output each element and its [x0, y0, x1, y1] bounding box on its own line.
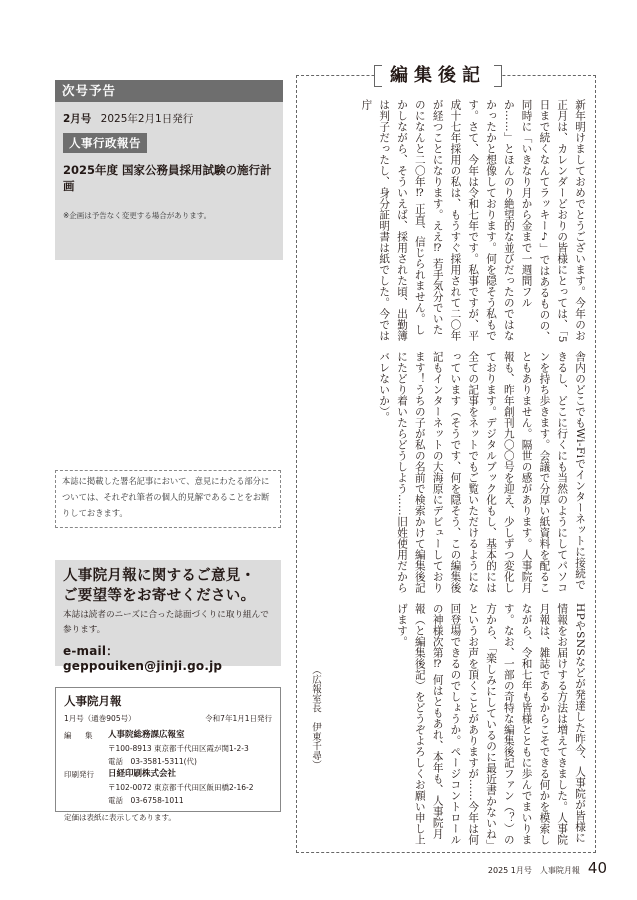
feedback-box — [55, 560, 281, 673]
colophon-editor-address: 〒100-8913 東京都千代田区霞が関1-2-3 — [108, 744, 249, 753]
preview-badge: 人事行政報告 — [63, 133, 147, 153]
colophon-issue: 1月号（通巻905号） — [64, 714, 136, 723]
footer-magazine: 人事院月報 — [539, 866, 580, 875]
preview-issue-date: 2025年2月1日発行 — [100, 113, 194, 125]
editorial-paragraph-top: 新年明けましておめでとうございます。今年のお正月は、カレンダーどおりの皆様にとっては、「5日まで続くなんてラッキー♪」ではあるものの、同時に「いきなり月から金まで一週間フル か……」とほんのり絶望的な並びだったのではなかったかと想像しております。何を隠そう私もです。さて、今年は令和七年です。私事ですが、平成十七年採用の私は、もうすぐ採用されて二〇年が経つことになります。ええ⁉ 若手気分でいたのになんと二〇年⁉ 正直、信じられません。しかしながら、そういえば、採用された頃、出勤簿は判子だったし、身分証明書は紙でした。今では庁 — [360, 99, 586, 343]
editorial-signature: （広報室長 伊東千尋） — [310, 665, 321, 770]
colophon-magazine-name: 人事院月報 — [64, 694, 122, 708]
colophon-details — [64, 730, 272, 806]
colophon-editor-name: 人事院総務課広報室 — [108, 730, 185, 740]
colophon-price: 定価は表紙に表示してあります。 — [64, 813, 176, 822]
feedback-email-link[interactable]: e-mail：geppouiken@jinji.go.jp — [63, 644, 223, 673]
editorial-title: 編集後記 — [382, 65, 494, 87]
editorial-paragraph-bottom: HPやSNSなどが発達した昨今、人事院が皆様に情報をお届けする方法は増えてきました。人事院月報は、雑誌であるからこそできる何かを模索しながら、令和七年も皆様とともに歩んでまいります。なお、一部の奇特な編集後記ファン（？）の方から、「楽しみにしているのに最近書かないね」というお声を頂くことがありますが……今年は何回登場できるのでしょうか。ページコントロールの神様次第⁉ 何はともあれ、本年も、人事院月報（と編集後記）をどうぞよろしくお願い申し上げます。 — [396, 603, 586, 846]
feedback-title-1: 人事院月報に関するご意見・ — [63, 568, 256, 584]
colophon-date: 令和7年1月1日発行 — [205, 714, 272, 723]
editorial-paragraph-middle: 舎内のどこでもWi-Fiでインターネットに接続できるし、どこに行くにも当然のようにしてパソコンを持ち歩きます。会議で分厚い紙資料を配ることもありません。隔世の感があります。人事院月報も、昨年創刊九〇〇号を迎え、少しずつ変化しております。デジタルブック化もし、基本的には全ての記事をネットでもご覧いただけるようになっています（そうです、何を隠そう、この編集後記もインターネットの大海原にデビューしております！うちの子が私の名前で検索かけて編集後記にたどり着いたらどうしよう……旧姓使用だからバレないか）。 — [378, 351, 586, 593]
colophon-issue-row — [64, 713, 272, 724]
feedback-title-2: ご要望等をお寄せください。 — [63, 588, 256, 604]
page-number: 40 — [587, 859, 607, 877]
preview-note: ※企画は予告なく変更する場合があります。 — [63, 211, 212, 220]
colophon-printer-name: 日経印刷株式会社 — [108, 769, 177, 779]
colophon-printer-label: 印刷発行 — [64, 770, 94, 779]
disclaimer-box: 本誌に掲載した署名記事において、意見にわたる部分については、それぞれ筆者の個人的見解であることをお断りしておきます。 — [55, 470, 281, 528]
colophon-editor-label: 編 集 — [64, 731, 96, 740]
colophon-editor-tel: 電話 03-3581-5311(代) — [108, 757, 197, 766]
colophon-printer-address: 〒102-0072 東京都千代田区飯田橋2-16-2 — [108, 783, 254, 792]
footer-issue: 2025 1月号 — [487, 866, 532, 875]
colophon-printer-tel: 電話 03-6758-1011 — [108, 796, 184, 805]
editorial-section — [296, 65, 596, 853]
preview-plan: 2025年度 国家公務員採用試験の施行計画 — [63, 163, 272, 193]
feedback-body: 本誌は読者のニーズに合った誌面づくりに取り組んで参ります。 — [63, 610, 269, 635]
colophon — [55, 687, 281, 822]
preview-heading: 次号予告 — [55, 80, 283, 102]
preview-issue-label: 2月号 — [63, 113, 92, 125]
page-footer — [488, 859, 607, 877]
preview-issue — [63, 111, 193, 126]
next-issue-preview — [55, 80, 283, 260]
